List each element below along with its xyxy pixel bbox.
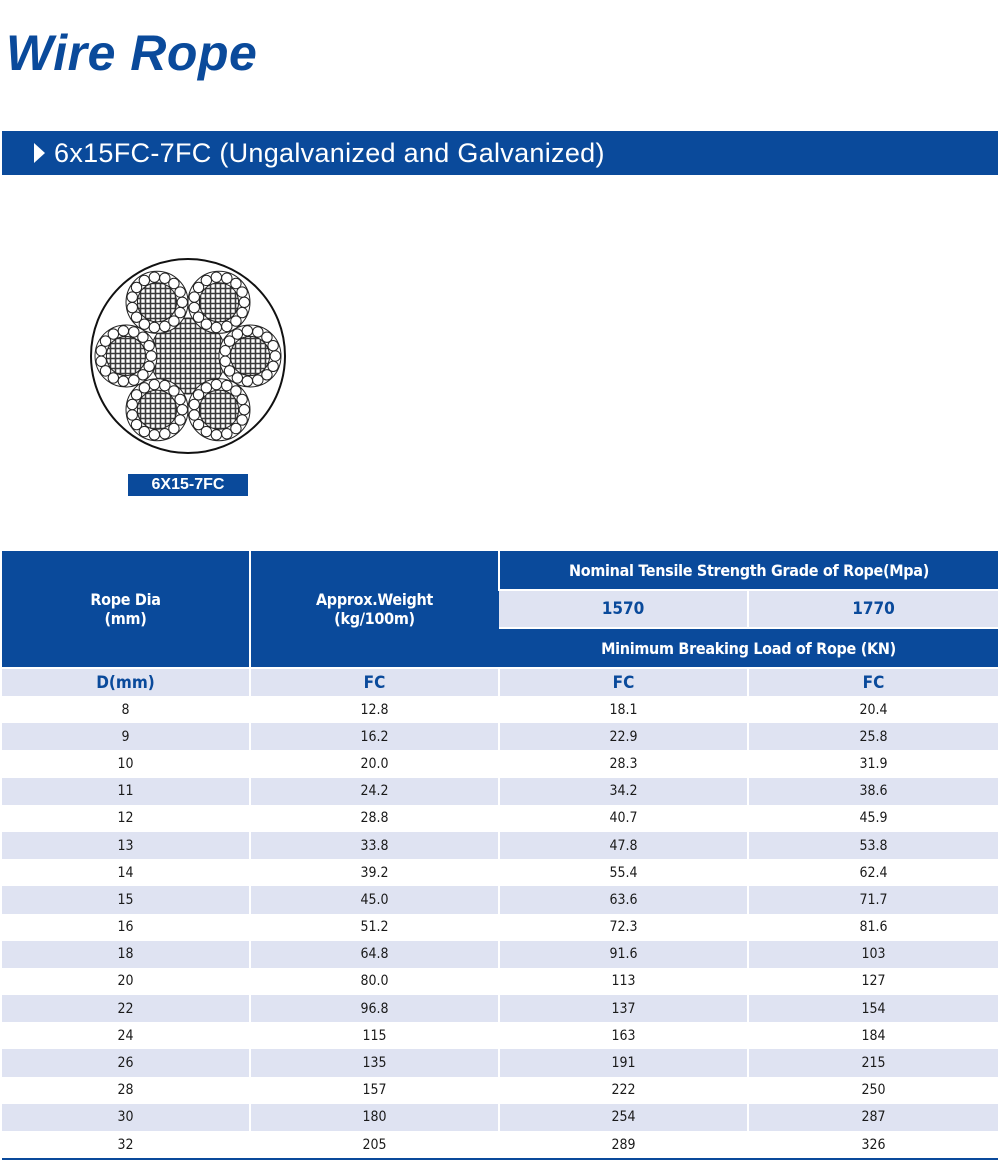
cell-mbl-1770: 154: [748, 995, 998, 1022]
cell-weight: 24.2: [250, 778, 499, 805]
cell-diameter: 15: [2, 886, 250, 913]
table-row: [2, 1104, 998, 1131]
cell-mbl-1770: 31.9: [748, 750, 998, 777]
cell-diameter: 26: [2, 1049, 250, 1076]
cell-weight: 39.2: [250, 859, 499, 886]
cell-mbl-1770: 103: [748, 941, 998, 968]
cell-weight: 28.8: [250, 805, 499, 832]
table-row: [2, 1077, 998, 1104]
cell-mbl-1770: 38.6: [748, 778, 998, 805]
table-row: [2, 750, 998, 777]
diagram-label: 6X15-7FC: [128, 474, 248, 496]
cell-mbl-1570: 47.8: [499, 832, 748, 859]
header-weight-label: Approx.Weight: [315, 590, 434, 609]
table-row: [2, 723, 998, 750]
cell-weight: 20.0: [250, 750, 499, 777]
cell-weight: 80.0: [250, 968, 499, 995]
cell-mbl-1570: 254: [499, 1104, 748, 1131]
section-banner: [2, 131, 998, 175]
specification-table: [2, 551, 998, 1160]
cell-diameter: 32: [2, 1131, 250, 1159]
cell-mbl-1570: 34.2: [499, 778, 748, 805]
table-row: [2, 859, 998, 886]
cell-mbl-1570: 40.7: [499, 805, 748, 832]
cell-diameter: 10: [2, 750, 250, 777]
header-rope-dia-unit: (mm): [104, 609, 147, 628]
cell-mbl-1770: 215: [748, 1049, 998, 1076]
table-row: [2, 995, 998, 1022]
table-row: [2, 778, 998, 805]
cell-mbl-1570: 72.3: [499, 914, 748, 941]
table-row: [2, 886, 998, 913]
header-weight: [250, 551, 499, 668]
strand: [126, 379, 188, 441]
cell-mbl-1570: 289: [499, 1131, 748, 1159]
cell-diameter: 30: [2, 1104, 250, 1131]
header-grade-1770: 1770: [748, 590, 998, 628]
header-rope-dia-label: Rope Dia: [90, 590, 161, 609]
cell-diameter: 11: [2, 778, 250, 805]
table-body: [2, 696, 998, 1159]
header-weight-unit: (kg/100m): [334, 609, 415, 628]
table-row: [2, 941, 998, 968]
strand: [126, 271, 188, 333]
cell-weight: 33.8: [250, 832, 499, 859]
page-title: Wire Rope: [6, 25, 258, 81]
header-min-breaking-load: Minimum Breaking Load of Rope (KN): [499, 628, 998, 668]
cell-mbl-1770: 45.9: [748, 805, 998, 832]
table-row: [2, 832, 998, 859]
cell-mbl-1770: 20.4: [748, 696, 998, 723]
cell-weight: 51.2: [250, 914, 499, 941]
subheader-fc-1570: FC: [499, 668, 748, 696]
cell-mbl-1770: 71.7: [748, 886, 998, 913]
table-row: [2, 805, 998, 832]
cell-weight: 64.8: [250, 941, 499, 968]
table-row: [2, 1049, 998, 1076]
strand: [188, 271, 250, 333]
cell-mbl-1570: 137: [499, 995, 748, 1022]
caret-right-icon: [34, 143, 45, 163]
cell-diameter: 28: [2, 1077, 250, 1104]
subheader-fc-1770: FC: [748, 668, 998, 696]
cell-diameter: 20: [2, 968, 250, 995]
cell-weight: 45.0: [250, 886, 499, 913]
section-banner-title: 6x15FC-7FC (Ungalvanized and Galvanized): [54, 137, 605, 168]
cell-mbl-1570: 163: [499, 1022, 748, 1049]
table-row: [2, 914, 998, 941]
cell-diameter: 13: [2, 832, 250, 859]
cell-mbl-1570: 28.3: [499, 750, 748, 777]
rope-cross-section-diagram: [88, 256, 288, 456]
table-row: [2, 696, 998, 723]
header-grade-1570: 1570: [499, 590, 748, 628]
strand: [95, 325, 157, 387]
cell-diameter: 12: [2, 805, 250, 832]
cell-mbl-1770: 25.8: [748, 723, 998, 750]
cell-diameter: 18: [2, 941, 250, 968]
cell-mbl-1770: 127: [748, 968, 998, 995]
cell-diameter: 9: [2, 723, 250, 750]
header-tensile-strength: Nominal Tensile Strength Grade of Rope(Mpa): [499, 551, 998, 590]
cell-weight: 157: [250, 1077, 499, 1104]
cell-mbl-1570: 191: [499, 1049, 748, 1076]
cell-mbl-1570: 18.1: [499, 696, 748, 723]
cell-weight: 205: [250, 1131, 499, 1159]
subheader-fc-weight: FC: [250, 668, 499, 696]
cell-mbl-1770: 53.8: [748, 832, 998, 859]
cell-diameter: 16: [2, 914, 250, 941]
cell-weight: 135: [250, 1049, 499, 1076]
cell-mbl-1770: 81.6: [748, 914, 998, 941]
cell-mbl-1570: 222: [499, 1077, 748, 1104]
cell-mbl-1770: 62.4: [748, 859, 998, 886]
cell-weight: 12.8: [250, 696, 499, 723]
header-rope-dia: [2, 551, 250, 668]
strand: [219, 325, 281, 387]
strand: [188, 379, 250, 441]
cell-mbl-1570: 113: [499, 968, 748, 995]
cell-mbl-1570: 55.4: [499, 859, 748, 886]
table-row: [2, 968, 998, 995]
cell-mbl-1770: 287: [748, 1104, 998, 1131]
cell-mbl-1770: 184: [748, 1022, 998, 1049]
cell-diameter: 14: [2, 859, 250, 886]
table-row: [2, 1022, 998, 1049]
cell-diameter: 8: [2, 696, 250, 723]
cell-mbl-1570: 91.6: [499, 941, 748, 968]
cell-diameter: 24: [2, 1022, 250, 1049]
cell-weight: 115: [250, 1022, 499, 1049]
cell-weight: 96.8: [250, 995, 499, 1022]
cell-weight: 180: [250, 1104, 499, 1131]
cell-mbl-1570: 22.9: [499, 723, 748, 750]
table-row: [2, 1131, 998, 1159]
cell-weight: 16.2: [250, 723, 499, 750]
cell-diameter: 22: [2, 995, 250, 1022]
cell-mbl-1770: 250: [748, 1077, 998, 1104]
cell-mbl-1570: 63.6: [499, 886, 748, 913]
cell-mbl-1770: 326: [748, 1131, 998, 1159]
subheader-d-mm: D(mm): [2, 668, 250, 696]
